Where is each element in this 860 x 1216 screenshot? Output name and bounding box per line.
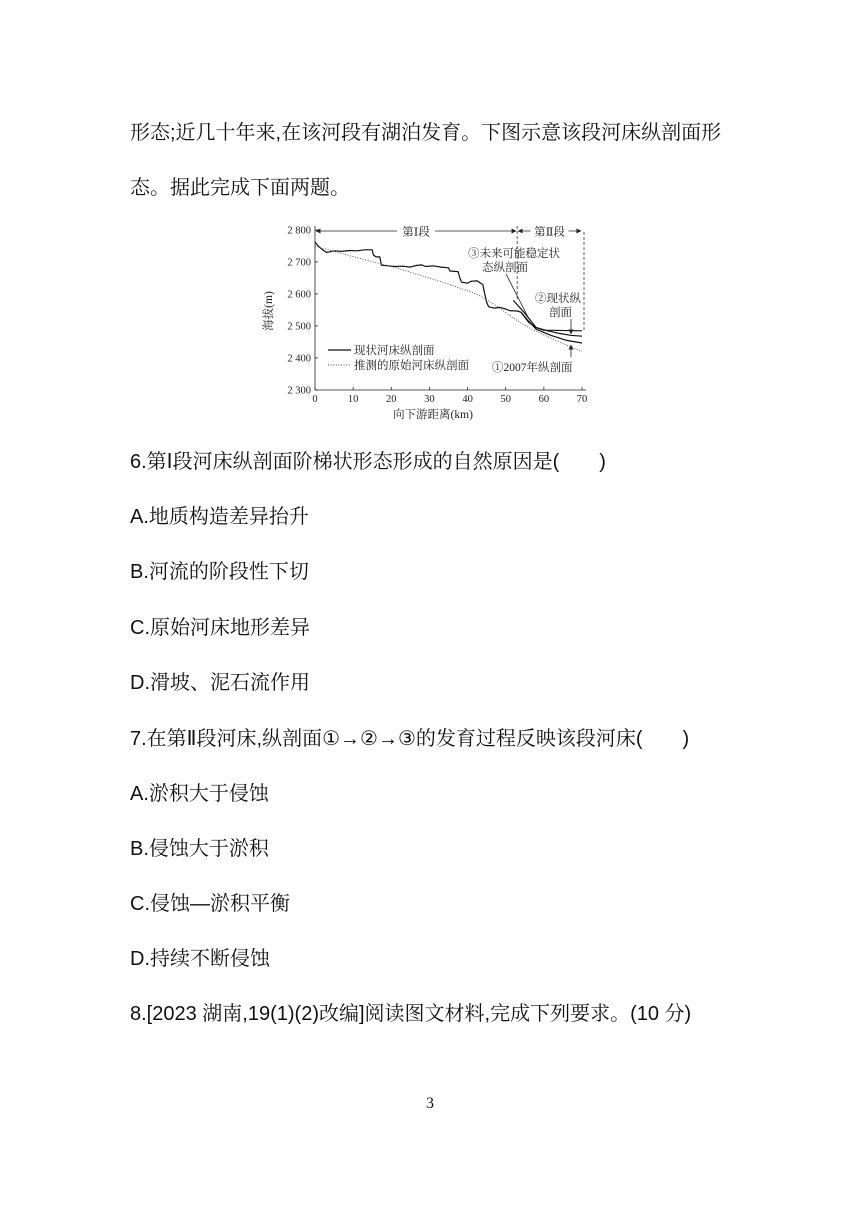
y-tick-label: 2 600 (287, 289, 311, 301)
x-tick-label: 60 (538, 394, 550, 405)
profile-annotation: 剖面 (549, 307, 572, 319)
profile-annotation: ③未来可能稳定状 (468, 248, 560, 260)
y-tick-label: 2 500 (287, 321, 311, 333)
passage-line: 形态;近几十年来,在该河段有湖泊发育。下图示意该段河床纵剖面形 (130, 121, 722, 144)
x-axis-label: 向下游距离(km) (393, 409, 473, 421)
question-7-option-b: B.侵蚀大于淤积 (130, 837, 269, 860)
question-6-stem: 6.第Ⅰ段河床纵剖面阶梯状形态形成的自然原因是( ) (130, 450, 606, 473)
y-tick-label: 2 700 (287, 257, 311, 269)
y-tick-label: 2 800 (287, 225, 311, 237)
section-label: 第Ⅱ段 (534, 226, 565, 239)
question-6-option-b: B.河流的阶段性下切 (130, 560, 309, 583)
x-tick-label: 20 (386, 394, 397, 405)
y-tick-label: 2 400 (287, 353, 311, 365)
river-bed-profile-chart (250, 220, 595, 430)
x-tick-label: 40 (462, 394, 473, 405)
question-7-option-a: A.淤积大于侵蚀 (130, 782, 269, 805)
question-6-option-d: D.滑坡、泥石流作用 (130, 671, 310, 694)
question-7-option-c: C.侵蚀—淤积平衡 (130, 892, 290, 915)
profile-annotation: ②现状纵 (535, 293, 581, 305)
y-axis-label: 海拔(m) (263, 291, 275, 331)
question-8-stem: 8.[2023 湖南,19(1)(2)改编]阅读图文材料,完成下列要求。(10 分) (130, 1002, 692, 1025)
question-6-option-a: A.地质构造差异抬升 (130, 505, 309, 528)
page-number: 3 (426, 1095, 434, 1112)
x-tick-label: 70 (576, 394, 588, 405)
section-label: 第Ⅰ段 (402, 226, 430, 239)
question-6-option-c: C.原始河床地形差异 (130, 616, 310, 639)
x-tick-label: 0 (312, 394, 318, 405)
passage-line: 态。据此完成下面两题。 (130, 176, 350, 199)
x-tick-label: 50 (500, 394, 511, 405)
legend-label: 推测的原始河床纵剖面 (354, 360, 469, 372)
question-7-stem: 7.在第Ⅱ段河床,纵剖面①→②→③的发育过程反映该段河床( ) (130, 727, 690, 750)
legend-label: 现状河床纵剖面 (354, 345, 435, 357)
y-tick-label: 2 300 (287, 385, 311, 397)
profile-annotation: ①2007年纵剖面 (492, 362, 573, 374)
question-7-option-d: D.持续不断侵蚀 (130, 947, 270, 970)
x-tick-label: 30 (424, 394, 435, 405)
profile-annotation: 态纵剖面 (482, 262, 528, 274)
x-tick-label: 10 (347, 394, 359, 405)
